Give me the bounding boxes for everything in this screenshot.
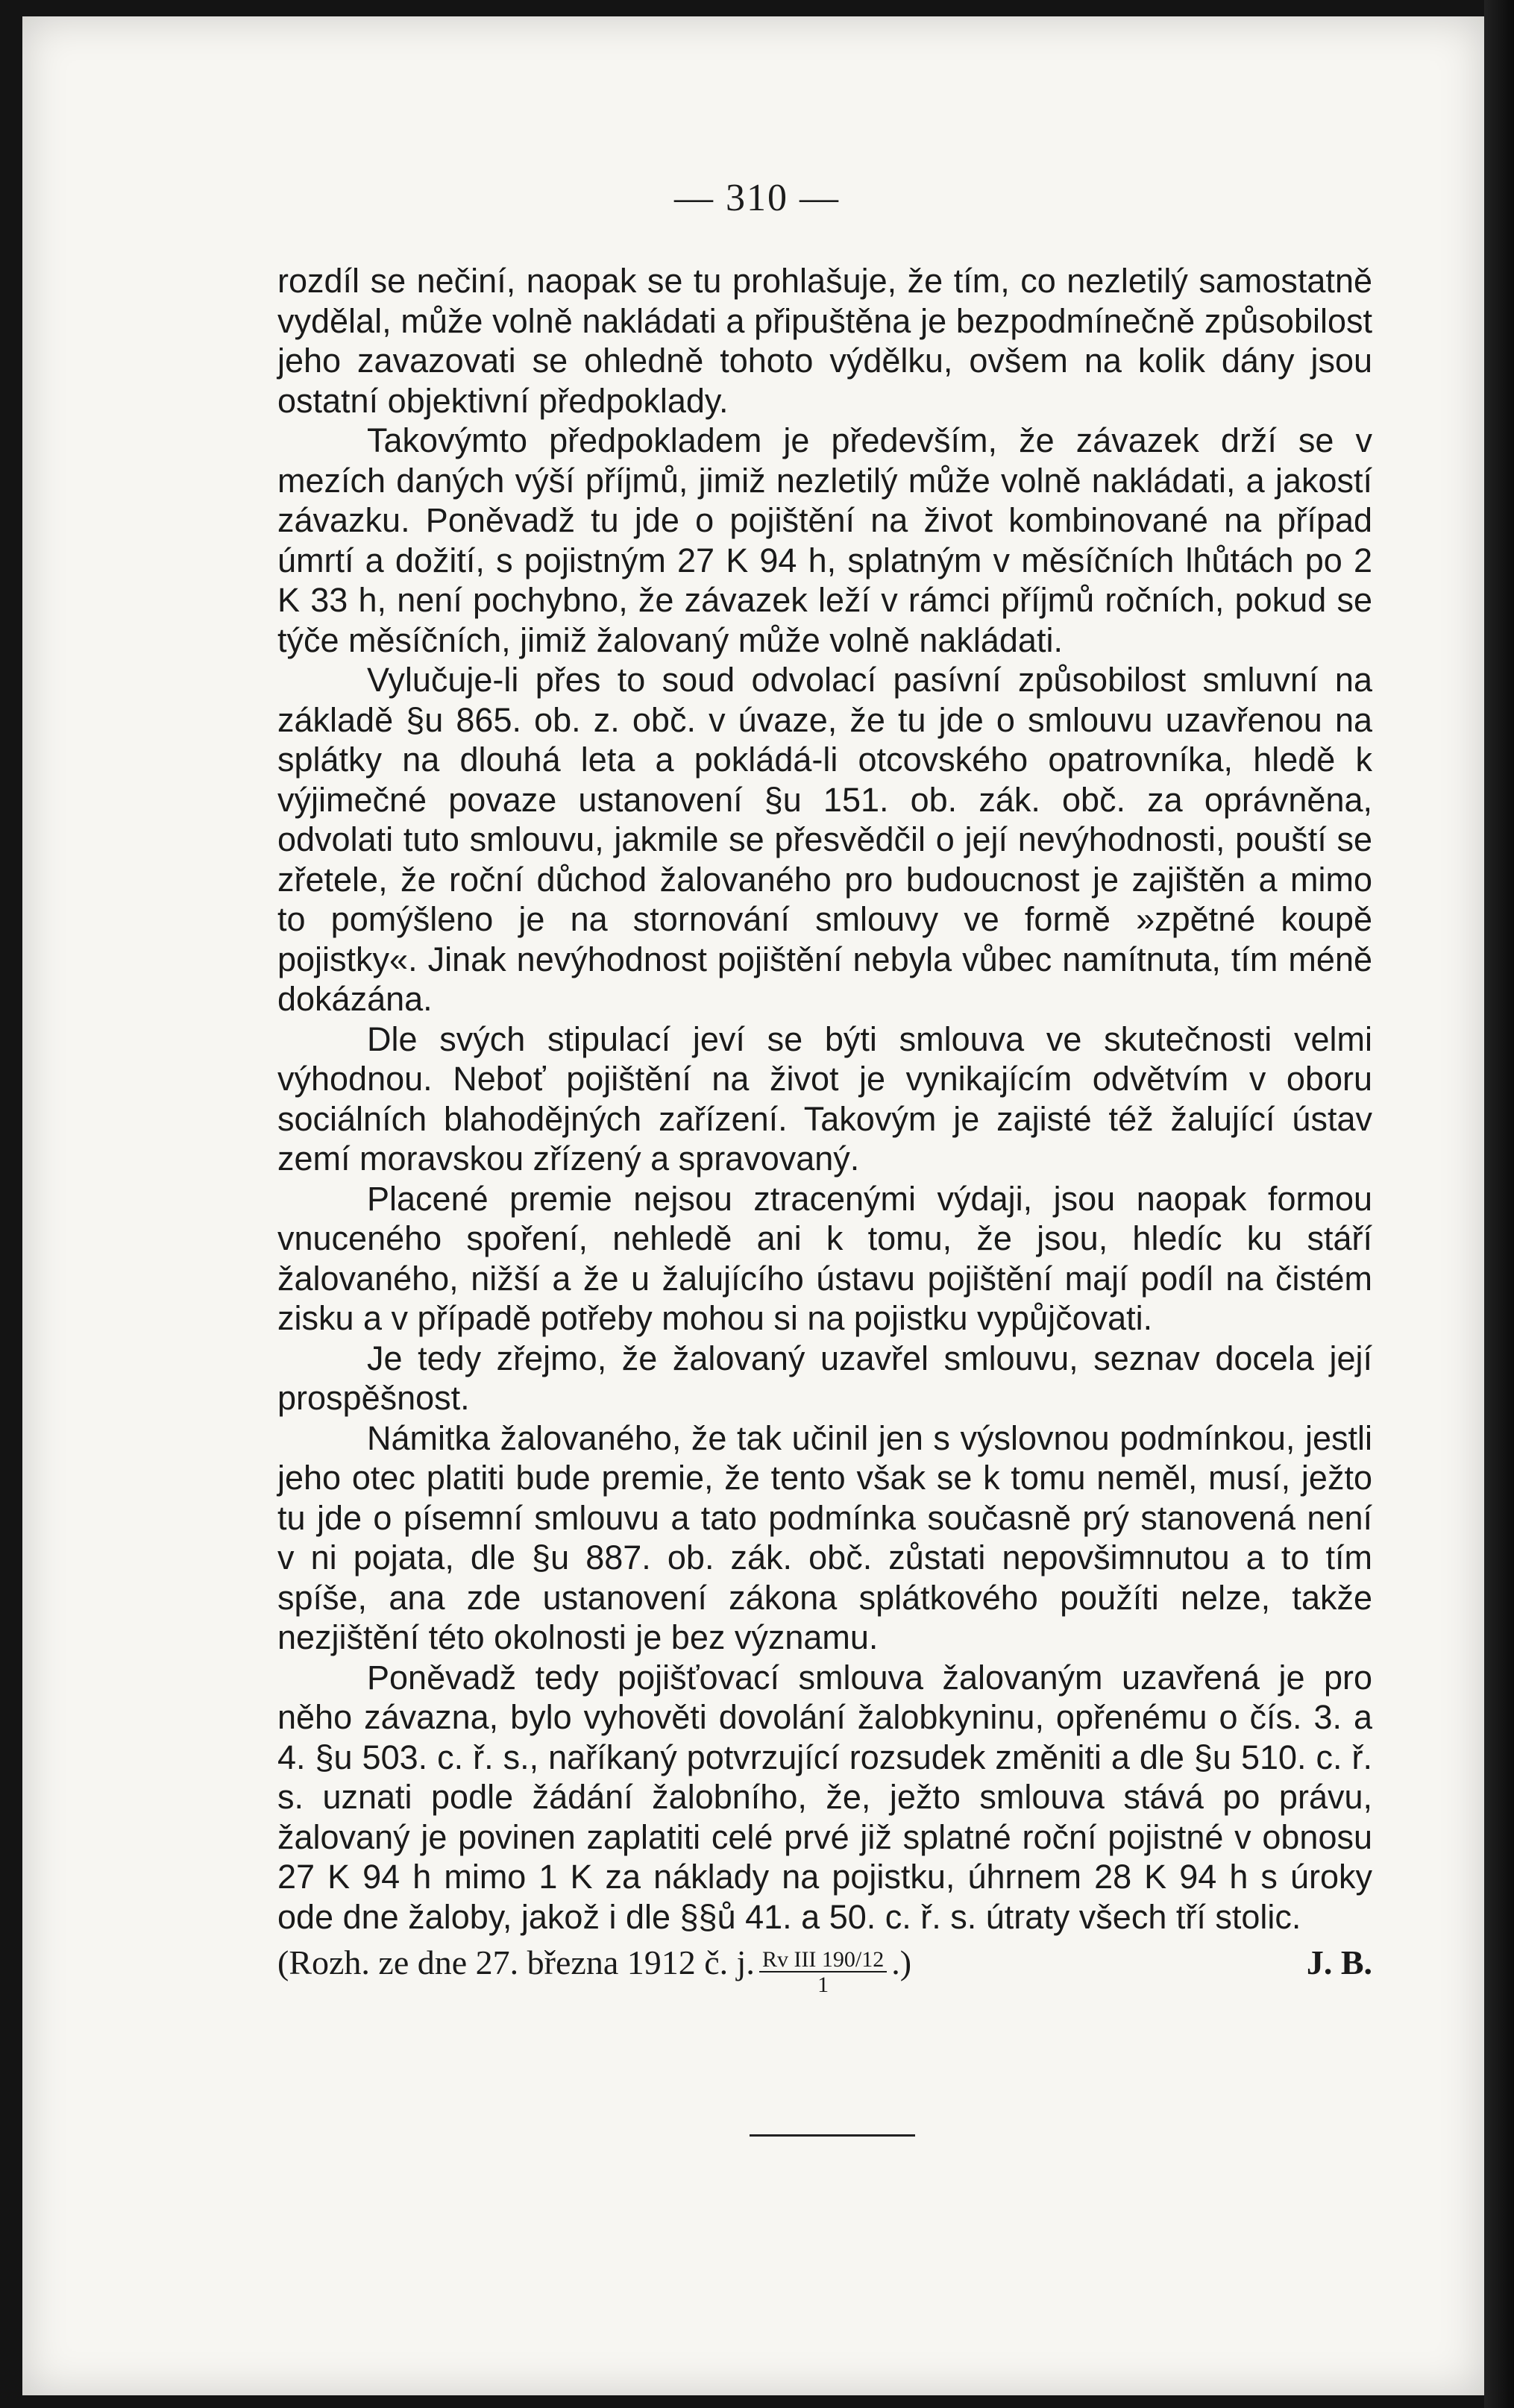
page-edge-shadow [1484, 0, 1514, 2408]
citation-line [277, 1943, 1372, 2004]
fraction-denominator: 1 [817, 1972, 829, 1997]
body-text [277, 261, 1372, 2004]
paragraph-4: Dle svých stipulací jeví se býti smlouva ve skutečnosti velmi výhodnou. Neboť pojištění na život je vynikajícím odvětvím v oboru sociálních blahodějných zařízení. Takovým je zajisté též žalující ústav zemí moravskou zřízený a spravovaný. [277, 1019, 1372, 1178]
author-initials: J. B. [1306, 1943, 1372, 1981]
fraction-numerator: Rv III 190/12 [759, 1949, 887, 1972]
citation [277, 1943, 911, 2004]
page-number: — 310 — [674, 177, 840, 219]
paragraph-6: Je tedy zřejmo, že žalovaný uzavřel smlouvu, seznav docela její prospěšnost. [277, 1339, 1372, 1417]
file-number-fraction [759, 1949, 887, 1996]
paragraph-1: rozdíl se nečiní, naopak se tu prohlašuje, že tím, co nezletilý samostatně vydělal, může volně nakládati a připuštěna je bezpodmínečně způsobilost jeho zavazovati se ohledně tohoto výdělku, ovšem na kolik dány jsou ostatní objektivní předpoklady. [277, 262, 1372, 420]
paragraph-3: Vylučuje-li přes to soud odvolací pasívní způsobilost smluvní na základě §u 865. ob. z. obč. v úvaze, že tu jde o smlouvu uzavřenou na splátky na dlouhá leta a pokládá-li otcovského opatrovníka, hledě k výjimečné povaze ustanovení §u 151. ob. zák. obč. za oprávněna, odvolati tuto smlouvu, jakmile se přesvědčil o její nevýhodnosti, pouští se zřetele, že roční důchod žalovaného pro budoucnost je zajištěn a mimo to pomýšleno je na stornování smlouvy ve formě »zpětné koupě pojistky«. Jinak nevýhodnost pojištění nebyla vůbec namítnuta, tím méně dokázána. [277, 661, 1372, 1018]
paragraph-8: Poněvadž tedy pojišťovací smlouva žalovaným uzavřená je pro něho závazna, bylo vyhověti dovolání žalobkyninu, opřenému o čís. 3. a 4. §u 503. c. ř. s., naříkaný potvrzující rozsudek změniti a dle §u 510. c. ř. s. uznati podle žádání žalobního, že, ježto smlouva stává po právu, žalovaný je povinen zaplatiti celé prvé již splatné roční pojistné v obnosu 27 K 94 h mimo 1 K za náklady na pojistku, úhrnem 28 K 94 h s úroky ode dne žaloby, jakož i dle §§ů 41. a 50. c. ř. s. útraty všech tří stolic. [277, 1658, 1372, 1936]
end-rule-divider [750, 2134, 915, 2137]
paragraph-2: Takovýmto předpokladem je především, že závazek drží se v mezích daných výší příjmů, jimiž nezletilý může volně nakládati, a jakostí závazku. Poněvadž tu jde o pojištění na život kombinované na případ úmrtí a dožití, s pojistným 27 K 94 h, splatným v měsíčních lhůtách po 2 K 33 h, není pochybno, že závazek leží v rámci příjmů ročních, pokud se týče měsíčních, jimiž žalovaný může volně nakládati. [277, 421, 1372, 659]
citation-prefix: (Rozh. ze dne 27. března 1912 č. j. [277, 1943, 755, 1981]
citation-suffix: .) [891, 1943, 912, 1981]
paragraph-7: Námitka žalovaného, že tak učinil jen s výslovnou podmínkou, jestli jeho otec platiti bude premie, že tento však se k tomu neměl, musí, ježto tu jde o písemní smlouvu a tato podmínka současně prý stanovená není v ni pojata, dle §u 887. ob. zák. obč. zůstati nepovšimnutou a to tím spíše, ana zde ustanovení zákona splátkového použíti nelze, takže nezjištění této okolnosti je bez významu. [277, 1418, 1372, 1656]
paragraph-5: Placené premie nejsou ztracenými výdaji, jsou naopak formou vnuceného spoření, nehledě ani k tomu, že jsou, hledíc ku stáří žalovaného, nižší a že u žalujícího ústavu pojištění mají podíl na čistém zisku a v případě potřeby mohou si na pojistku vypůjčovati. [277, 1179, 1372, 1337]
